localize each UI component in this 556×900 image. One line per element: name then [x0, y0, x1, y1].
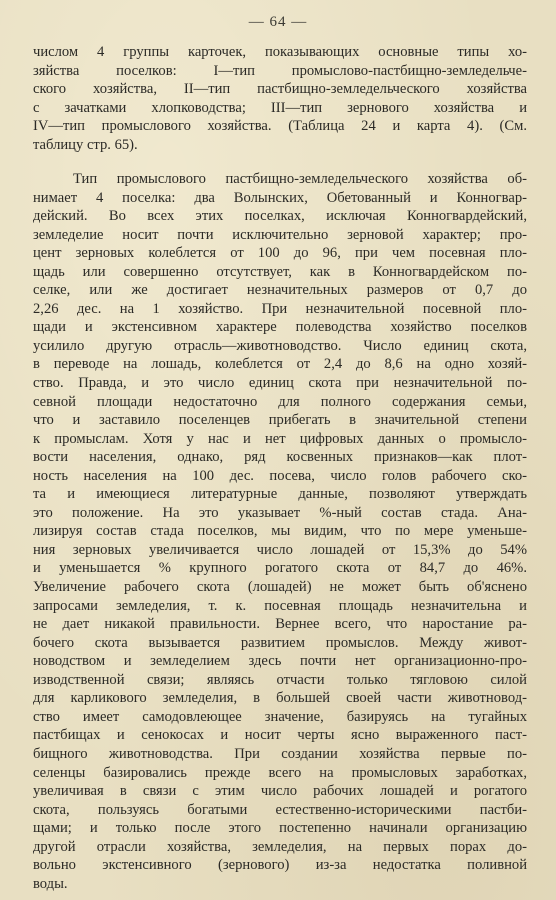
text-line: и уменьшается % крупного рогатого скота от 84,7 до 46%.: [33, 560, 527, 577]
text-line: селенцы базировались прежде всего на промысловых заработках,: [33, 764, 527, 781]
text-line: IV—тип промыслового хозяйства. (Таблица 24 и карта 4). (См.: [33, 118, 527, 135]
text-line: что и заставило поселенцев прибегать в значительной степени: [33, 412, 527, 429]
text-line: нимает 4 поселка: два Волынских, Обетованный и Конногвар-: [33, 189, 527, 206]
text-line: числом 4 группы карточек, показывающих основные типы хо-: [33, 44, 527, 60]
text-line: не дает никакой правильности. Вернее всего, что наростание ра-: [33, 616, 527, 633]
text-line: с зачатками хлопководства; III—тип зернового хозяйства и: [33, 99, 527, 116]
text-line: другой отрасли хозяйства, земледелия, на первых порах до-: [33, 838, 527, 855]
text-line: увеличивая в связи с этим число рабочих лошадей и рогатого: [33, 783, 527, 800]
text-line: щами; и только после этого постепенно начинали организацию: [33, 820, 527, 837]
text-line: вости населения, однако, ряд косвенных признаков—как плот-: [33, 449, 527, 466]
text-line: щади и экстенсивном характере полеводства хозяйство поселков: [33, 319, 527, 336]
text-line: дейский. Во всех этих поселках, исключая Конногвардейский,: [33, 208, 527, 225]
text-line: Тип промыслового пастбищно-земледельческого хозяйства об-: [73, 171, 527, 187]
text-line: Увеличение рабочего скота (лошадей) не может быть об'яснено: [33, 579, 527, 596]
text-line: бочего скота вызывается развитием промыслов. Между живот-: [33, 634, 527, 651]
text-line: это положение. На это указывает %-ный состав стада. Ана-: [33, 504, 527, 521]
text-line: пастбищах и сенокосах и носит черты ясно выраженного паст-: [33, 727, 527, 744]
text-line: изводственной связи; являясь отчасти только тягловою силой: [33, 671, 527, 688]
text-line: ство имеет самодовлеющее значение, базируясь на тугайных: [33, 708, 527, 725]
text-line: в переводе на лошадь, колеблется от 2,4 до 8,6 на одно хозяй-: [33, 356, 527, 373]
text-line: лизируя состав стада поселков, мы видим, что по мере уменьше-: [33, 523, 527, 540]
text-line: для карликового земледелия, в большей своей части животновод-: [33, 690, 527, 707]
text-line: запросами земледелия, т. к. посевная площадь незначительна и: [33, 597, 527, 614]
text-line: таблицу стр. 65).: [33, 136, 138, 153]
text-line: земледелие носит почти исключительно зерновой характер; про-: [33, 226, 527, 243]
text-line: севной площади недостаточно для полного содержания семьи,: [33, 393, 527, 410]
text-line: 2,26 дес. на 1 хозяйство. При незначительной посевной пло-: [33, 300, 527, 317]
page-number: — 64 —: [248, 14, 308, 30]
text-line: селке, или же достигает незначительных размеров от 0,7 до: [33, 282, 527, 299]
text-line: ского хозяйства, II—тип пастбищно-земледельческого хозяйства: [33, 81, 527, 98]
paragraph-2: [33, 170, 527, 893]
text-line: скота, пользуясь богатыми естественно-историческими пастби-: [33, 801, 527, 818]
text-line: к промыслам. Хотя у нас и нет цифровых данных о промысло-: [33, 430, 527, 447]
text-line: ния зерновых увеличивается число лошадей от 15,3% до 54%: [33, 541, 527, 558]
text-line: новодством и земледелием здесь почти нет организационно-про-: [33, 653, 527, 670]
text-line: щадь или совершенно отсутствует, как в Конногвардейском по-: [33, 263, 527, 280]
text-line: бищного животноводства. При создании хозяйства первые по-: [33, 745, 527, 762]
text-line: цент зерновых колеблется от 100 до 96, при чем посевная пло-: [33, 245, 527, 262]
text-line: ность населения на 100 дес. посева, число голов рабочего ско-: [33, 467, 527, 484]
text-line: та и имеющиеся литературные данные, позволяют утверждать: [33, 486, 527, 503]
text-line: усилило другую отрасль—животноводство. Число единиц скота,: [33, 337, 527, 354]
text-line: зяйства поселков: I—тип промыслово-пастбищно-земледельче-: [33, 62, 527, 79]
text-line: вольно экстенсивного (зернового) из-за недостатка поливной: [33, 857, 527, 874]
text-line: воды.: [33, 875, 68, 892]
paragraph-1: [33, 43, 527, 154]
text-line: ство. Правда, и это число единиц скота при незначительной по-: [33, 375, 527, 392]
